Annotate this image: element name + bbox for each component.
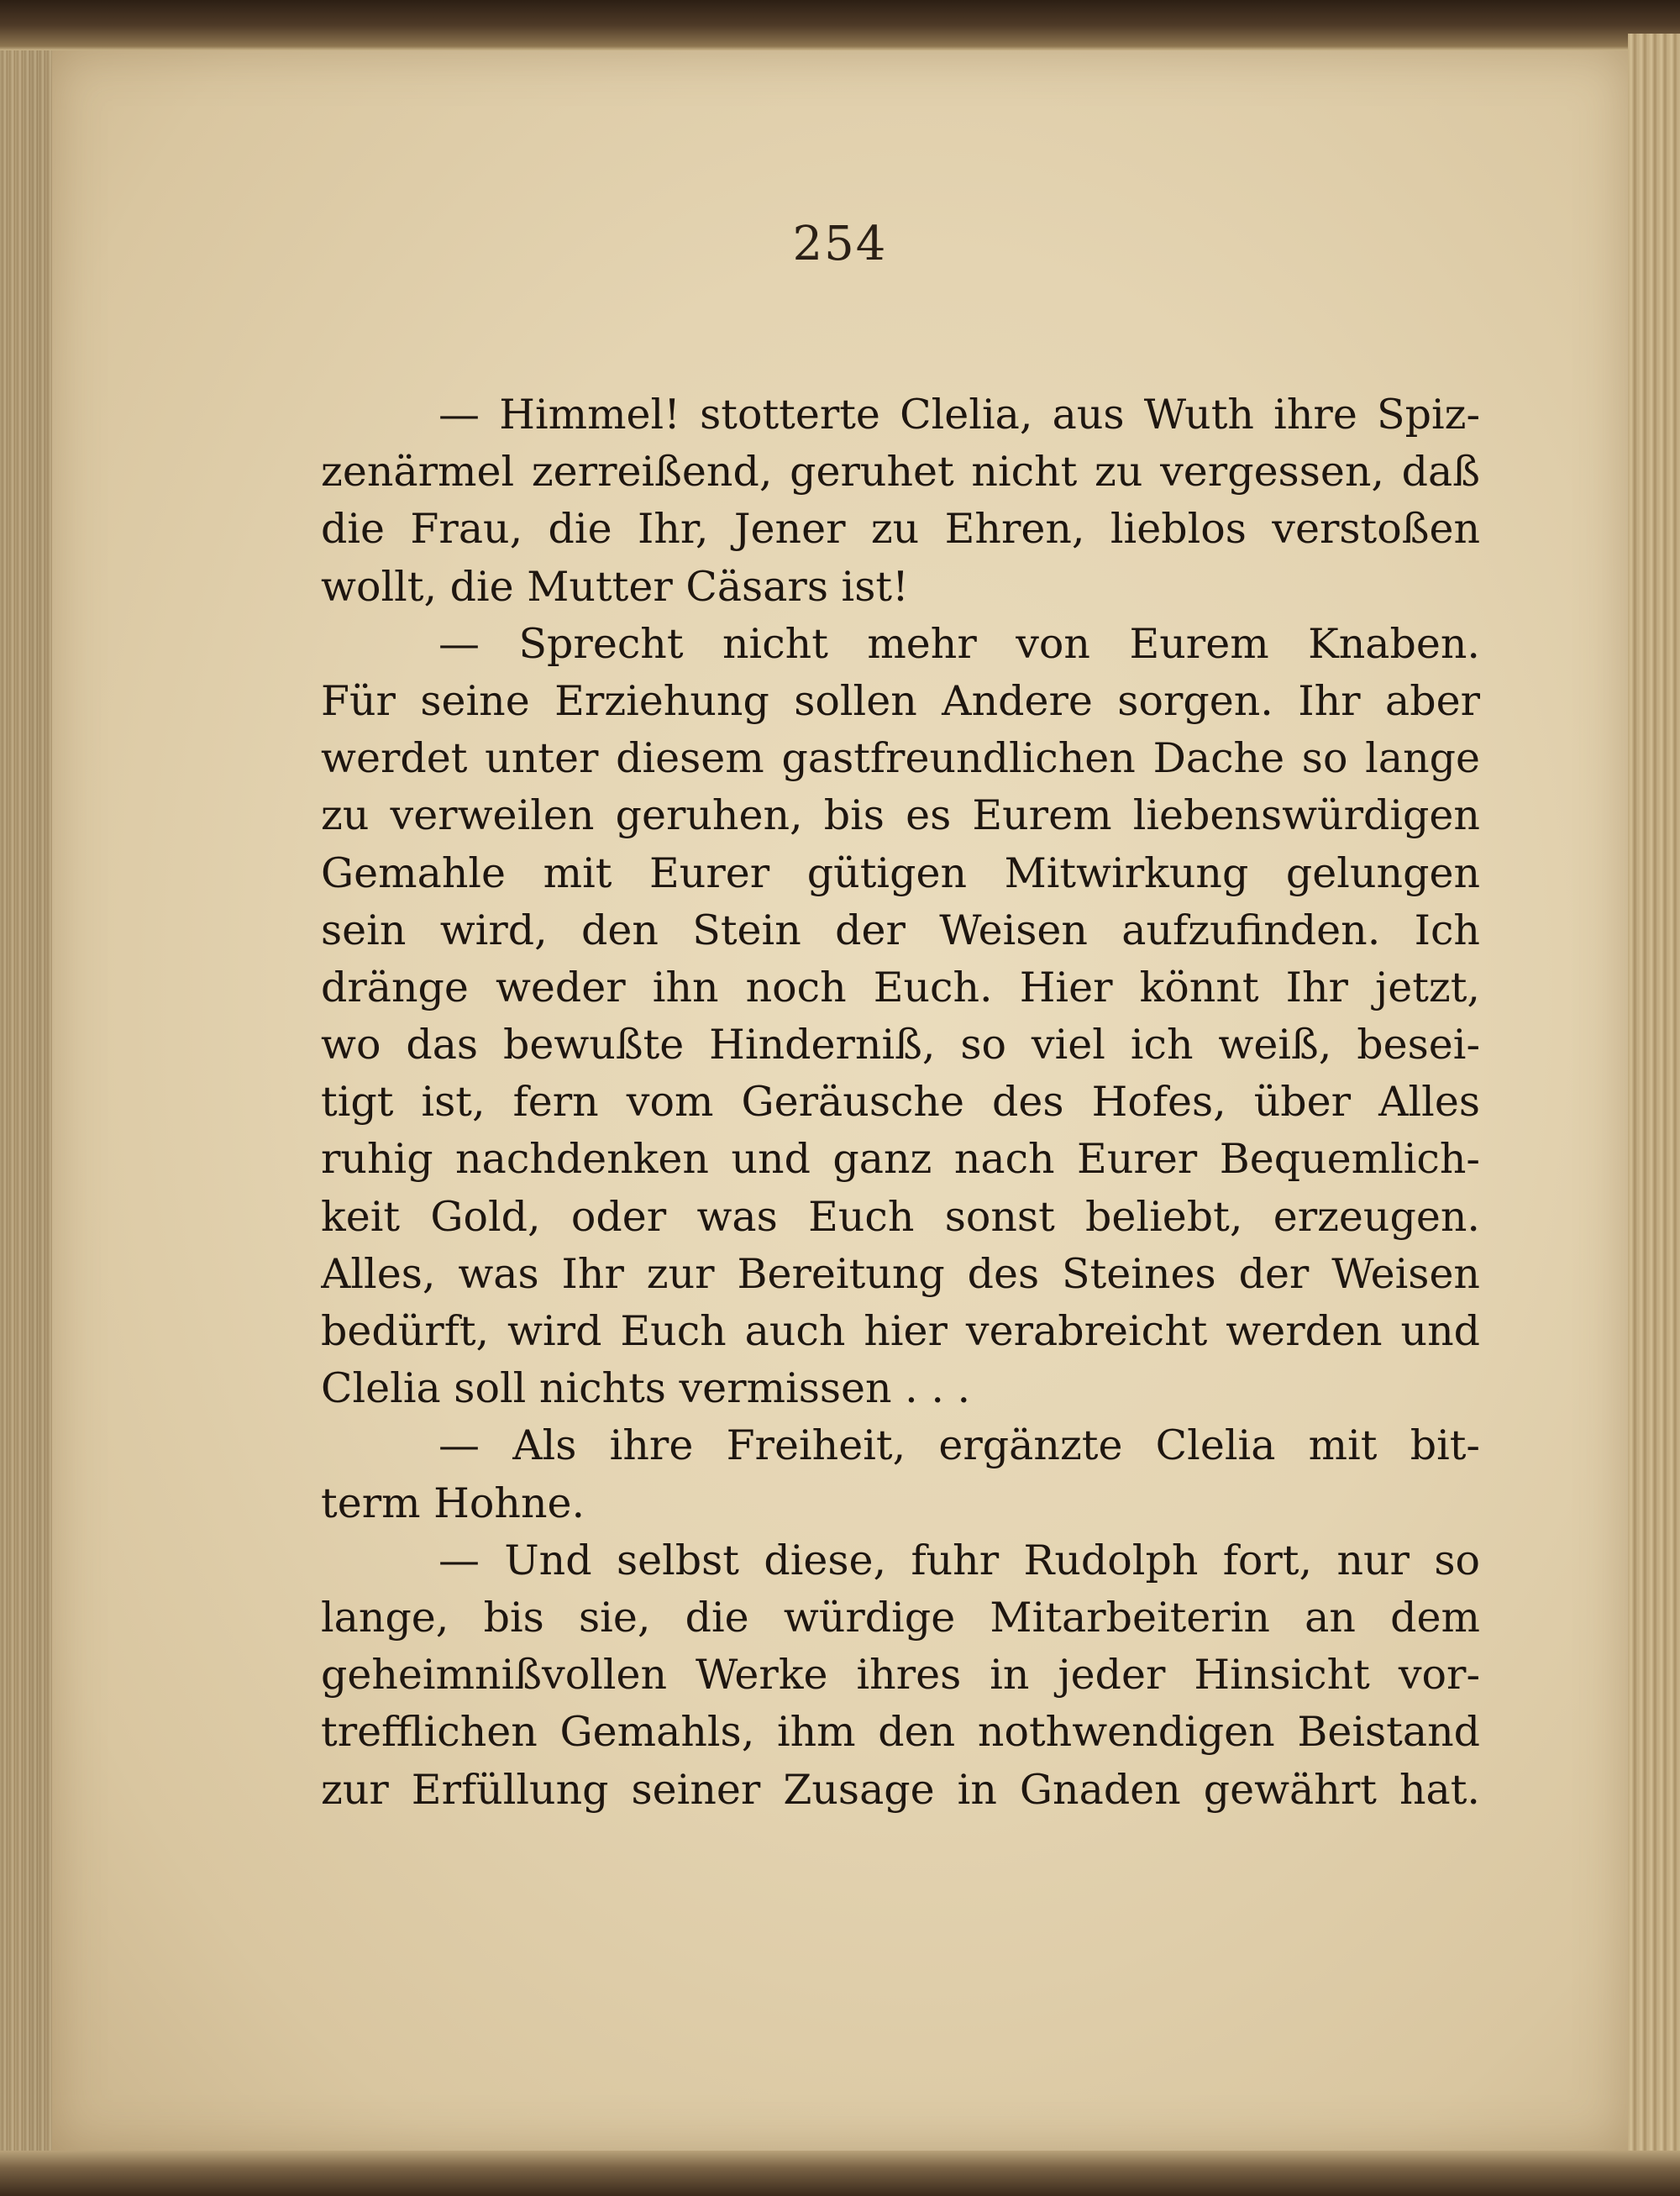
text-line: bedürft, wird Euch auch hier verabreicht werden und xyxy=(321,1307,1480,1355)
text-line: trefflichen Gemahls, ihm den nothwendigen Beistand xyxy=(321,1708,1480,1757)
text-line: zenärmel zerreißend, geruhet nicht zu vergessen, daß xyxy=(321,448,1480,496)
text-line: Gemahle mit Eurer gütigen Mitwirkung gelungen xyxy=(321,848,1480,897)
text-line: — Und selbst diese, fuhr Rudolph fort, nur so xyxy=(438,1536,1480,1584)
text-line: — Als ihre Freiheit, ergänzte Clelia mit bit- xyxy=(438,1421,1480,1470)
text-line: sein wird, den Stein der Weisen aufzufinden. Ich xyxy=(321,906,1480,954)
text-line: geheimnißvollen Werke ihres in jeder Hinsicht vor- xyxy=(321,1651,1480,1700)
left-page-edges xyxy=(0,50,52,2167)
text-line: zu verweilen geruhen, bis es Eurem liebenswürdigen xyxy=(321,791,1480,840)
text-line: lange, bis sie, die würdige Mitarbeiterin an dem xyxy=(321,1593,1480,1642)
bottom-cover-edge xyxy=(0,2151,1680,2196)
text-line: die Frau, die Ihr, Jener zu Ehren, lieblos verstoßen xyxy=(321,505,1480,554)
text-line: Alles, was Ihr zur Bereitung des Steines der Weisen xyxy=(321,1249,1480,1298)
text-line: — Himmel! stotterte Clelia, aus Wuth ihre Spiz- xyxy=(438,391,1480,439)
text-line: Für seine Erziehung sollen Andere sorgen. Ihr aber xyxy=(321,676,1480,725)
text-line: Clelia soll nichts vermissen . . . xyxy=(321,1364,971,1413)
body-text xyxy=(321,386,1480,1819)
text-line: wo das bewußte Hinderniß, so viel ich weiß, besei- xyxy=(321,1021,1480,1069)
text-line: — Sprecht nicht mehr von Eurem Knaben. xyxy=(438,619,1480,668)
text-line: wollt, die Mutter Cäsars ist! xyxy=(321,562,909,611)
right-page-edges xyxy=(1628,34,1680,2167)
text-line: keit Gold, oder was Euch sonst beliebt, erzeugen. xyxy=(321,1192,1480,1241)
text-line: ruhig nachdenken und ganz nach Eurer Bequemlich- xyxy=(321,1135,1480,1184)
page-number: 254 xyxy=(792,217,888,271)
text-line: dränge weder ihn noch Euch. Hier könnt Ihr jetzt, xyxy=(321,963,1480,1011)
top-cover-edge xyxy=(0,0,1680,50)
text-line: zur Erfüllung seiner Zusage in Gnaden gewährt hat. xyxy=(321,1765,1480,1814)
text-line: werdet unter diesem gastfreundlichen Dache so lange xyxy=(321,734,1480,783)
text-line: tigt ist, fern vom Geräusche des Hofes, über Alles xyxy=(321,1078,1480,1127)
text-line: term Hohne. xyxy=(321,1479,585,1527)
